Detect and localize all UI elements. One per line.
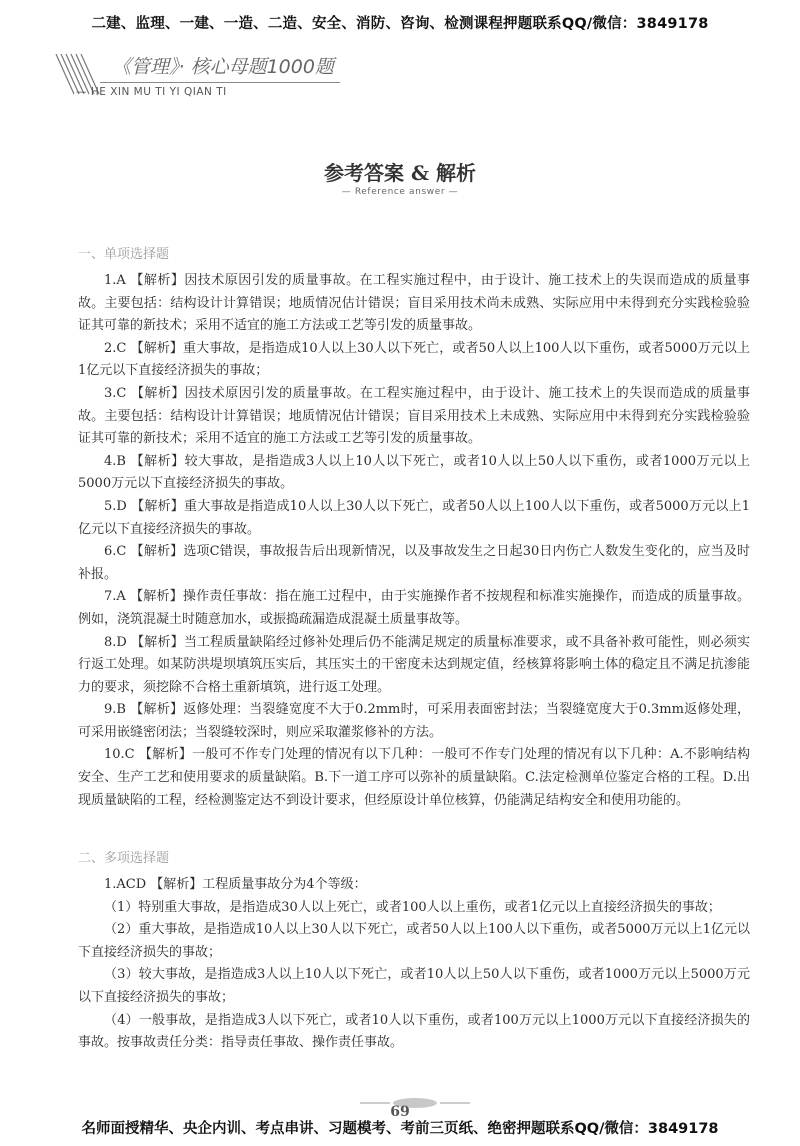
answer-paragraph: 7.A 【解析】操作责任事故：指在施工过程中，由于实施操作者不按规程和标准实施操作，而造成的质量事故。例如，浇筑混凝土时随意加水，或振捣疏漏造成混凝土质量事故等。: [78, 589, 750, 627]
answer-paragraph: 9.B 【解析】返修处理：当裂缝宽度不大于0.2mm时，可采用表面密封法；当裂缝宽度大于0.3mm返修处理，可采用嵌缝密闭法；当裂缝较深时，则应采取灌浆修补的方法。: [78, 702, 750, 740]
book-header-subtitle: — HE XIN MU TI YI QIAN TI: [76, 86, 227, 98]
top-banner: 二建、监理、一建、一造、二造、安全、消防、咨询、检测课程押题联系QQ/微信：3849178: [91, 16, 709, 32]
section-title: 参考答案 & 解析: [324, 161, 476, 185]
answer-paragraph: （3）较大事故，是指造成3人以上10人以下死亡，或者10人以上50人以下重伤，或者1000万元以上5000万元以下直接经济损失的事故；: [78, 967, 750, 1005]
multi-choice-heading: 二、多项选择题: [78, 851, 170, 866]
answer-paragraph: 5.D 【解析】重大事故是指造成10人以上30人以下死亡，或者50人以上100人以下重伤，或者5000万元以上1亿元以下直接经济损失的事故。: [78, 498, 750, 537]
answer-paragraph: 10.C 【解析】一般可不作专门处理的情况有以下几种：一般可不作专门处理的情况有以下几种：A.不影响结构安全、生产工艺和使用要求的质量缺陷。B.下一道工序可以弥补的质量缺陷。C.法定检测单位鉴定合格的工程。D.出现质量缺陷的工程，经检测鉴定达不到设计要求，但经原设计单位核算，仍能满足结构安全和使用功能的。: [78, 747, 750, 808]
answer-paragraph: 2.C 【解析】重大事故，是指造成10人以上30人以下死亡，或者50人以上100人以下重伤，或者5000万元以上1亿元以下直接经济损失的事故；: [78, 340, 750, 379]
answer-paragraph: （1）特别重大事故，是指造成30人以上死亡，或者100人以上重伤，或者1亿元以上直接经济损失的事故；: [104, 899, 721, 915]
answer-paragraph: 6.C 【解析】选项C错误，事故报告后出现新情况，以及事故发生之日起30日内伤亡人数发生变化的，应当及时补报。: [78, 544, 750, 582]
answer-paragraph: 1.ACD 【解析】工程质量事故分为4个等级：: [104, 877, 367, 892]
answer-paragraph: （2）重大事故，是指造成10人以上30人以下死亡，或者50人以上100人以下重伤，或者5000万元以上1亿元以下直接经济损失的事故；: [78, 922, 750, 960]
answer-paragraph: 4.B 【解析】较大事故，是指造成3人以上10人以下死亡，或者10人以上50人以下重伤，或者1000万元以上5000万元以下直接经济损失的事故。: [78, 453, 750, 492]
header-divider: [100, 82, 340, 83]
single-choice-heading: 一、单项选择题: [78, 247, 170, 262]
answer-paragraph: 1.A 【解析】因技术原因引发的质量事故。在工程实施过程中，由于设计、施工技术上的失误而造成的质量事故。主要包括：结构设计计算错误；地质情况估计错误；盲目采用技术尚未成熟、实际应用中未得到充分实践检验验证其可靠的新技术；采用不适宜的施工方法或工艺等引发的质量事故。: [78, 273, 750, 334]
section-subtitle: — Reference answer —: [341, 187, 459, 197]
answer-paragraph: 3.C 【解析】因技术原因引发的质量事故。在工程实施过程中，由于设计、施工技术上的失误而造成的质量事故。主要包括：结构设计计算错误；地质情况估计错误；盲目采用技术上未成熟、实际应用中未得到充分实践检验验证其可靠的新技术；采用不适宜的施工方法或工艺等引发的质量事故。: [78, 385, 750, 447]
answer-paragraph: 8.D 【解析】当工程质量缺陷经过修补处理后仍不能满足规定的质量标准要求，或不具备补救可能性，则必须实行返工处理。如某防洪堤坝填筑压实后，其压实土的干密度未达到规定值，经核算将影响土体的稳定且不满足抗渗能力的要求，须挖除不合格土重新填筑，进行返工处理。: [78, 634, 750, 695]
bottom-banner: 名师面授精华、央企内训、考点串讲、习题模考、考前三页纸、绝密押题联系QQ/微信：3849178: [81, 1121, 719, 1137]
book-header-title: 《管理》· 核心母题1000题: [112, 56, 334, 78]
single-choice-answers: [78, 270, 750, 812]
answer-paragraph: （4）一般事故，是指造成3人以下死亡，或者10人以下重伤，或者100万元以上1000万元以下直接经济损失的事故。按事故责任分类：指导责任事故、操作责任事故。: [78, 1012, 750, 1051]
multi-choice-answers: [78, 874, 750, 1055]
page-number: 69: [390, 1104, 410, 1120]
